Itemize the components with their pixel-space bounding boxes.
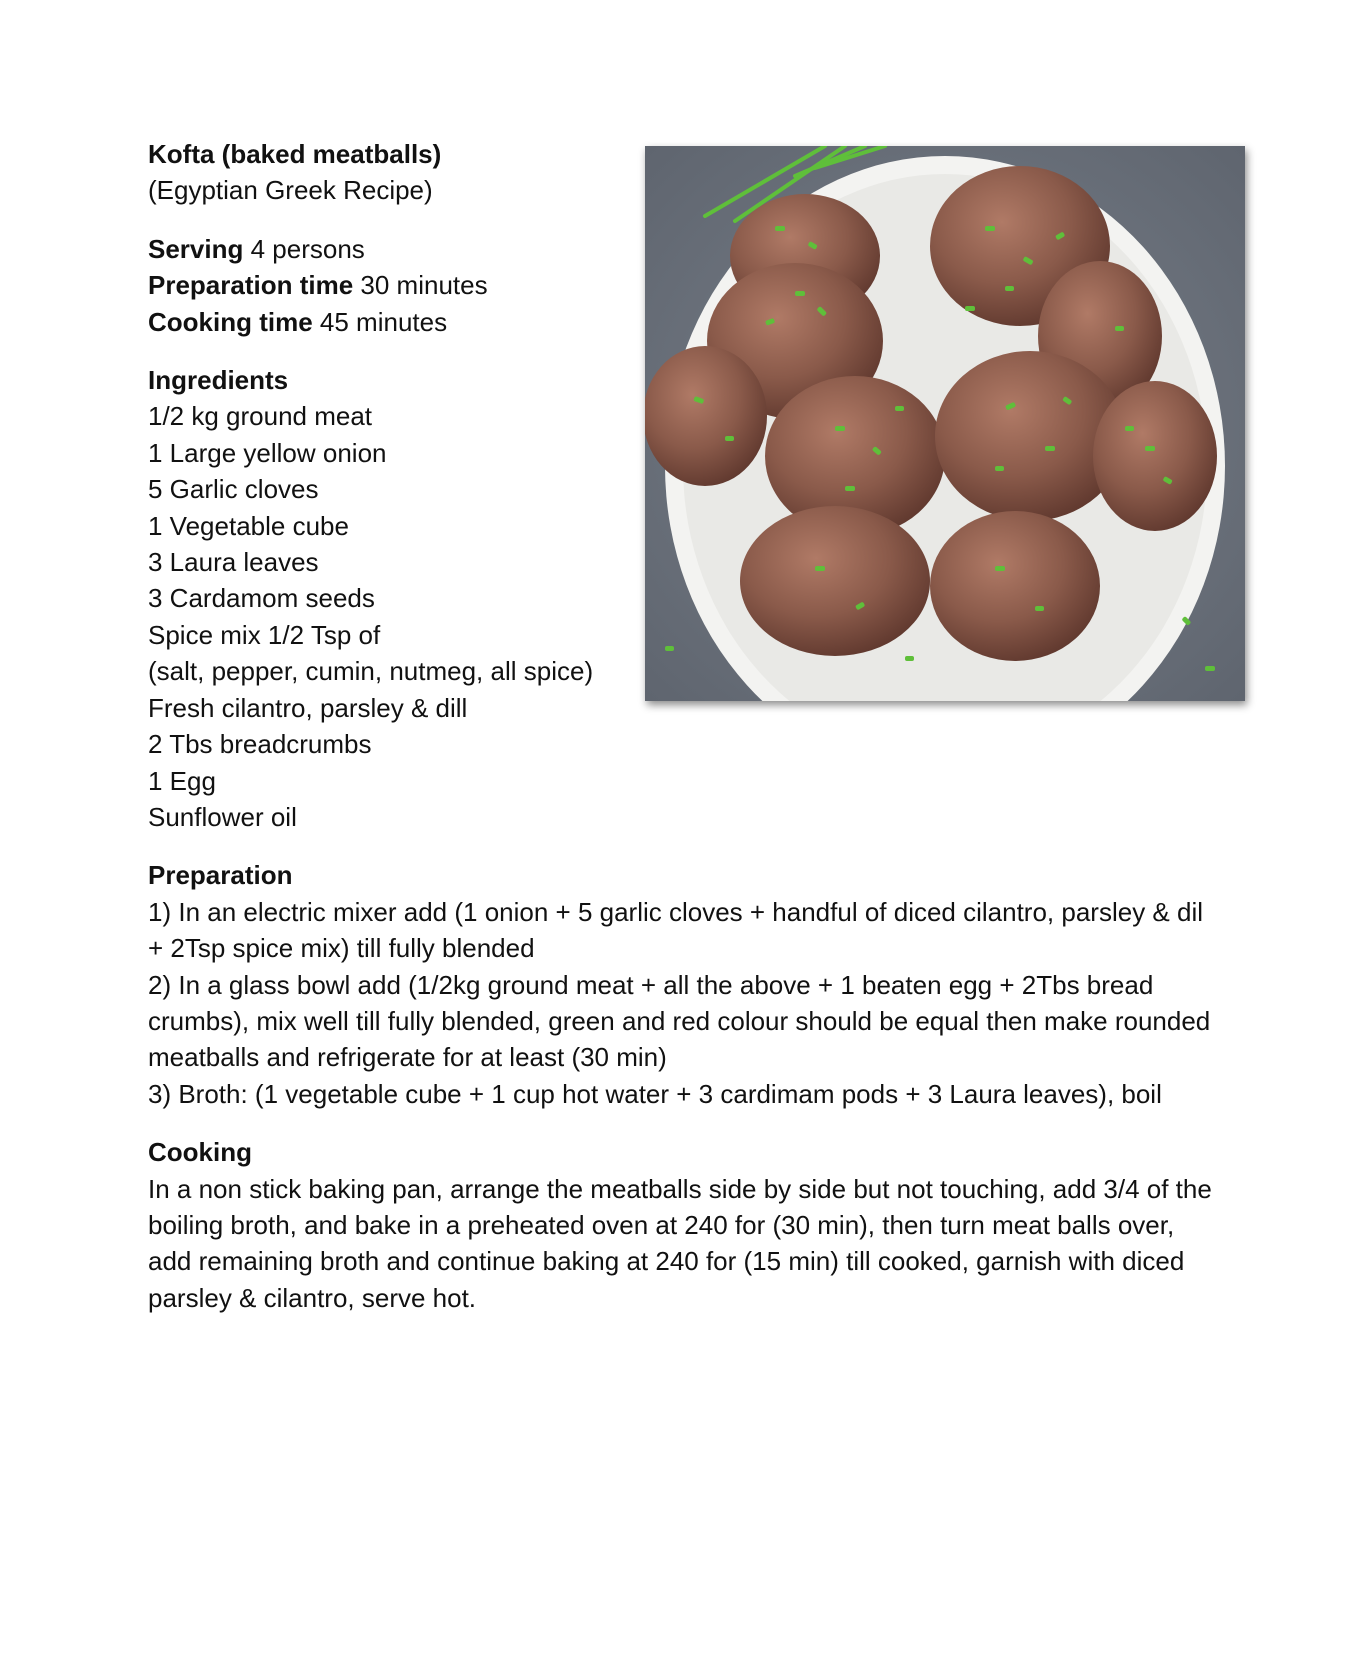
ingredient-item: 1 Large yellow onion xyxy=(148,437,387,468)
ingredient-item: 2 Tbs breadcrumbs xyxy=(148,729,372,760)
ingredient-item: 1/2 kg ground meat xyxy=(148,401,373,432)
cook-time-label: Cooking time xyxy=(148,306,313,337)
preparation-step: 1) In an electric mixer add (1 onion + 5 garlic cloves + handful of diced cilantro, parsley & dil + 2Tsp spice mix) till fully blended xyxy=(148,896,1203,964)
recipe-subtitle: (Egyptian Greek Recipe) xyxy=(148,175,433,206)
ingredient-item: 3 Laura leaves xyxy=(148,547,319,578)
serving-label: Serving xyxy=(148,233,244,264)
ingredient-item: 5 Garlic cloves xyxy=(148,474,319,505)
ingredient-item: (salt, pepper, cumin, nutmeg, all spice) xyxy=(148,656,594,687)
preparation-step: 2) In a glass bowl add (1/2kg ground meat + all the above + 1 beaten egg + 2Tbs bread crumbs), mix well till fully blended, green and red colour should be equal then make rounded meatballs and refrigerate for at least (30 min) xyxy=(148,969,1211,1073)
ingredient-item: Fresh cilantro, parsley & dill xyxy=(148,692,468,723)
ingredient-item: 3 Cardamom seeds xyxy=(148,583,375,614)
prep-time-value: 30 minutes xyxy=(360,270,488,301)
ingredient-item: Sunflower oil xyxy=(148,801,297,832)
ingredient-item: 1 Vegetable cube xyxy=(148,510,349,541)
preparation-step: 3) Broth: (1 vegetable cube + 1 cup hot water + 3 cardimam pods + 3 Laura leaves), boil xyxy=(148,1078,1162,1109)
ingredient-item: 1 Egg xyxy=(148,765,216,796)
prep-time-label: Preparation time xyxy=(148,270,354,301)
preparation-heading: Preparation xyxy=(148,860,293,891)
cook-time-value: 45 minutes xyxy=(319,306,448,337)
cooking-heading: Cooking xyxy=(148,1137,252,1168)
meatballs-illustration xyxy=(645,146,1245,701)
serving-value: 4 persons xyxy=(250,233,365,264)
cooking-text: In a non stick baking pan, arrange the meatballs side by side but not touching, add 3/4 of the boiling broth, and bake in a preheated oven at 240 for (30 min), then turn meat balls over, add remaining broth and continue baking at 240 for (15 min) till cooked, garnish with diced parsley & cilantro, serve hot. xyxy=(148,1173,1212,1313)
ingredients-heading: Ingredients xyxy=(148,365,289,396)
ingredient-item: Spice mix 1/2 Tsp of xyxy=(148,619,381,650)
meatballs-plate-photo xyxy=(645,146,1245,701)
recipe-title: Kofta (baked meatballs) xyxy=(148,139,442,169)
